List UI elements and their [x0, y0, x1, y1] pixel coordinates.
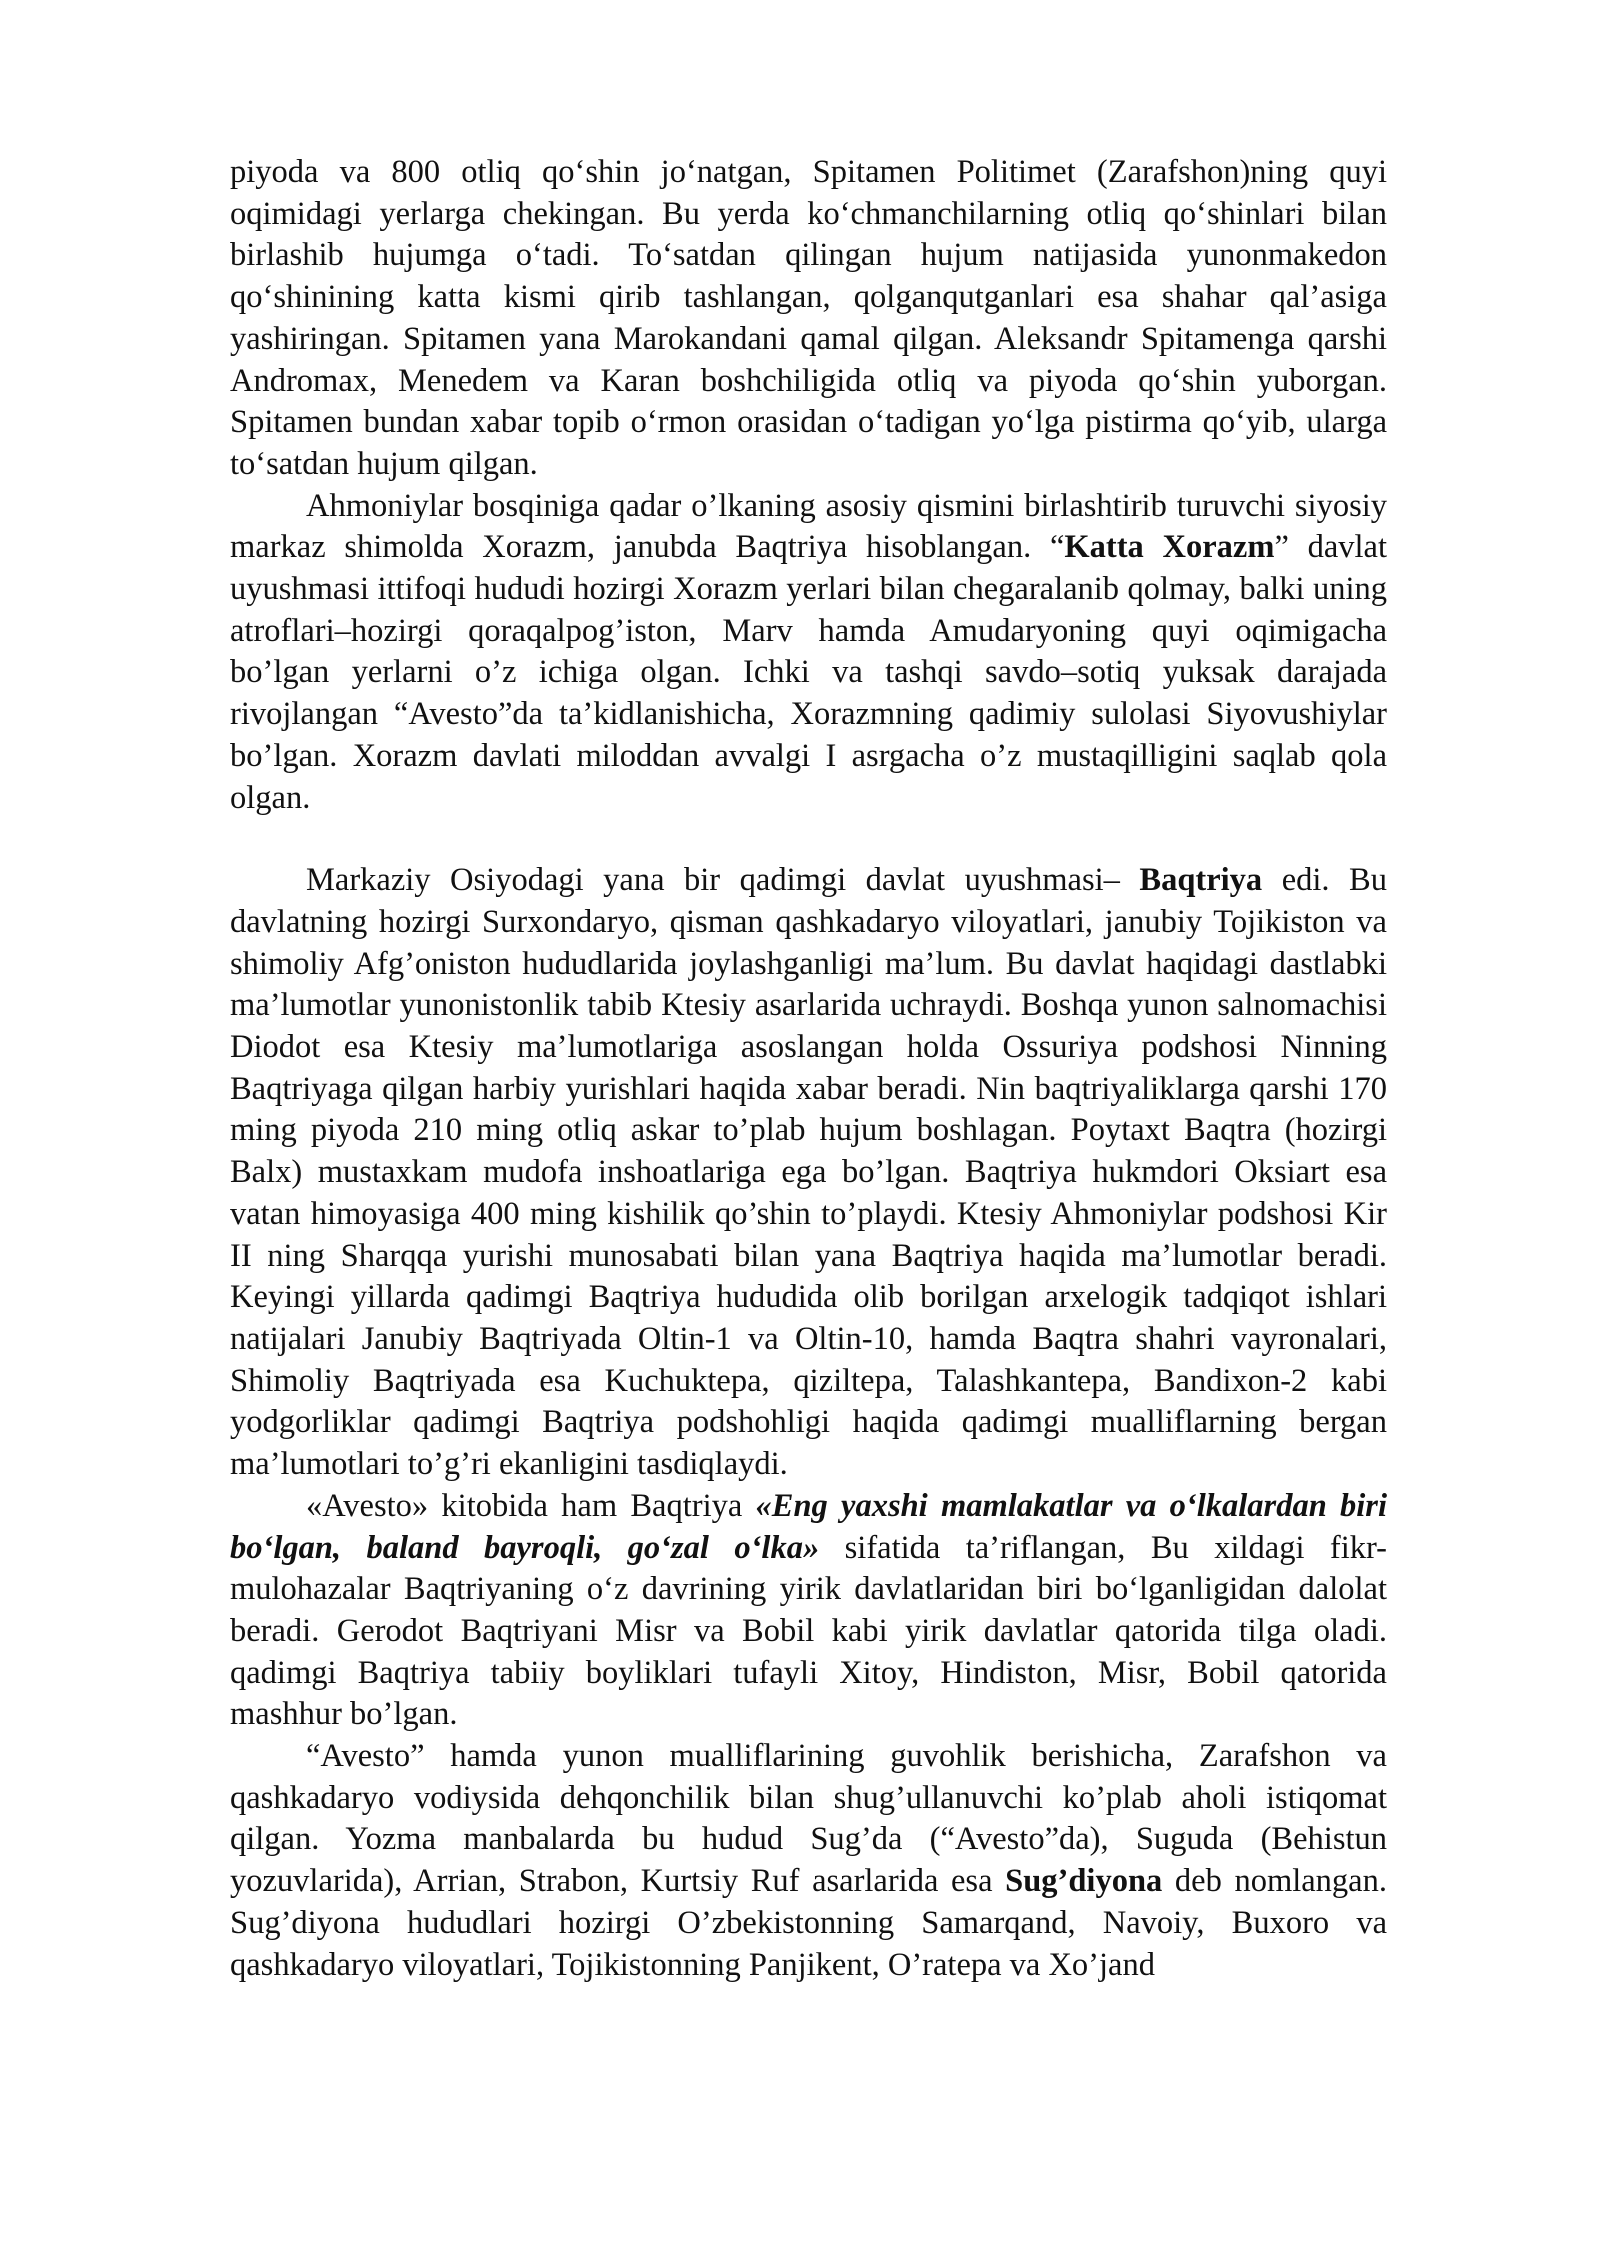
paragraph-avesto — [230, 1486, 1387, 1736]
paragraph-text: edi. Bu davlatning hozirgi Surxondaryo, qisman qashkadaryo viloyatlari, janubiy Tojikiston va shimoliy Afg’oniston hududlarida joylashganligi ma’lum. Bu davlat haqidagi dastlabki ma’lumotlar yunonistonlik tabib Ktesiy asarlarida uchraydi. Boshqa yunon salnomachisi Diodot esa Ktesiy ma’lumotlariga asoslangan holda Ossuriya podshosi Ninning Baqtriyaga qilgan harbiy yurishlari haqida xabar beradi. Nin baqtriyaliklarga qarshi 170 ming piyoda 210 ming otliq askar to’plab hujum boshlagan. Poytaxt Baqtra (hozirgi Balx) mustaxkam mudofa inshoatlariga ega bo’lgan. Baqtriya hukmdori Oksiart esa vatan himoyasiga 400 ming kishilik qo’shin to’playdi. Ktesiy Ahmoniylar podshosi Kir II ning Sharqqa yurishi munosabati bilan yana Baqtriya haqida ma’lumotlar beradi. Keyingi yillarda qadimgi Baqtriya hududida olib borilgan arxelogik tadqiqot ishlari natijalari Janubiy Baqtriyada Oltin-1 va Oltin-10, hamda Baqtra shahri vayronalari, Shimoliy Baqtriyada esa Kuchuktepa, qiziltepa, Talashkantepa, Bandixon-2 kabi yodgorliklar qadimgi Baqtriya podshohligi haqida qadimgi mualliflarning bergan ma’lumotlari to’g’ri ekanligini tasdiqlaydi. — [230, 862, 1387, 1483]
bold-term-katta-xorazm: Katta Xorazm — [1064, 529, 1275, 566]
paragraph-text: Ahmoniylar bosqiniga qadar o’lkaning asosiy qismini birlashtirib turuvchi siyosiy markaz shimolda Xorazm, janubda Baqtriya hisoblangan. “ — [230, 487, 1387, 566]
paragraph-spitamen — [230, 152, 1387, 486]
bold-italic-quote: «Eng yaxshi mamlakatlar va o‘lkalardan biri bo‘lgan, baland bayroqli, go‘zal o‘lka» — [230, 1487, 1387, 1566]
paragraph-sugdiyona — [230, 1736, 1387, 1986]
paragraph-text: deb nomlangan. Sug’diyona hududlari hozirgi O’zbekistonning Samarqand, Navoiy, Buxoro va qashkadaryo viloyatlari, Tojikistonning Panjikent, O’ratepa va Xo’jand — [230, 1863, 1387, 1983]
paragraph-text: Markaziy Osiyodagi yana bir qadimgi davlat uyushmasi– — [306, 862, 1140, 899]
paragraph-text: “Avesto” hamda yunon mualliflarining guvohlik berishicha, Zarafshon va qashkadaryo vodiysida dehqonchilik bilan shug’ullanuvchi ko’plab aholi istiqomat qilgan. Yozma manbalarda bu hudud Sug’da (“Avesto”da), Suguda (Behistun yozuvlarida), Arrian, Strabon, Kurtsiy Ruf asarlarida esa — [230, 1738, 1387, 1900]
paragraph-text: sifatida ta’riflangan, Bu xildagi fikr-mulohazalar Baqtriyaning o‘z davrining yirik davlatlaridan biri bo‘lganligidan dalolat beradi. Gerodot Baqtriyani Misr va Bobil kabi yirik davlatlar qatorida tilga oladi. qadimgi Baqtriya tabiiy boyliklari tufayli Xitoy, Hindiston, Misr, Bobil qatorida mashhur bo’lgan. — [230, 1529, 1387, 1733]
paragraph-text: ” davlat uyushmasi ittifoqi hududi hozirgi Xorazm yerlari bilan chegaralanib qolmay, balki uning atroflari–hozirgi qoraqalpog’iston, Marv hamda Amudaryoning quyi oqimigacha bo’lgan yerlarni o’z ichiga olgan. Ichki va tashqi savdo–sotiq yuksak darajada rivojlangan “Avesto”da ta’kidlanishicha, Xorazmning qadimiy sulolasi Siyovushiylar bo’lgan. Xorazm davlati miloddan avvalgi I asrgacha o’z mustaqilligini saqlab qola olgan. — [230, 529, 1388, 816]
paragraph-baqtriya — [230, 860, 1387, 1486]
bold-term-sugdiyona: Sug’diyona — [1005, 1863, 1163, 1900]
paragraph-xorazm — [230, 486, 1387, 820]
paragraph-text: «Avesto» kitobida ham Baqtriya — [306, 1487, 756, 1524]
bold-term-baqtriya: Baqtriya — [1139, 862, 1263, 899]
paragraph-gap — [230, 819, 1387, 860]
document-page — [230, 152, 1387, 1986]
paragraph-text: piyoda va 800 otliq qo‘shin jo‘natgan, Spitamen Politimet (Zarafshon)ning quyi oqimidagi yerlarga chekingan. Bu yerda ko‘chmanchilarning otliq qo‘shinlari bilan birlashib hujumga o‘tadi. To‘satdan qilingan hujum natijasida yunonmakedon qo‘shinining katta kismi qirib tashlangan, qolganqutganlari esa shahar qal’asiga yashiringan. Spitamen yana Marokandani qamal qilgan. Aleksandr Spitamenga qarshi Andromax, Menedem va Karan boshchiligida otliq va piyoda qo‘shin yuborgan. Spitamen bundan xabar topib o‘rmon orasidan o‘tadigan yo‘lga pistirma qo‘yib, ularga to‘satdan hujum qilgan. — [230, 154, 1387, 482]
